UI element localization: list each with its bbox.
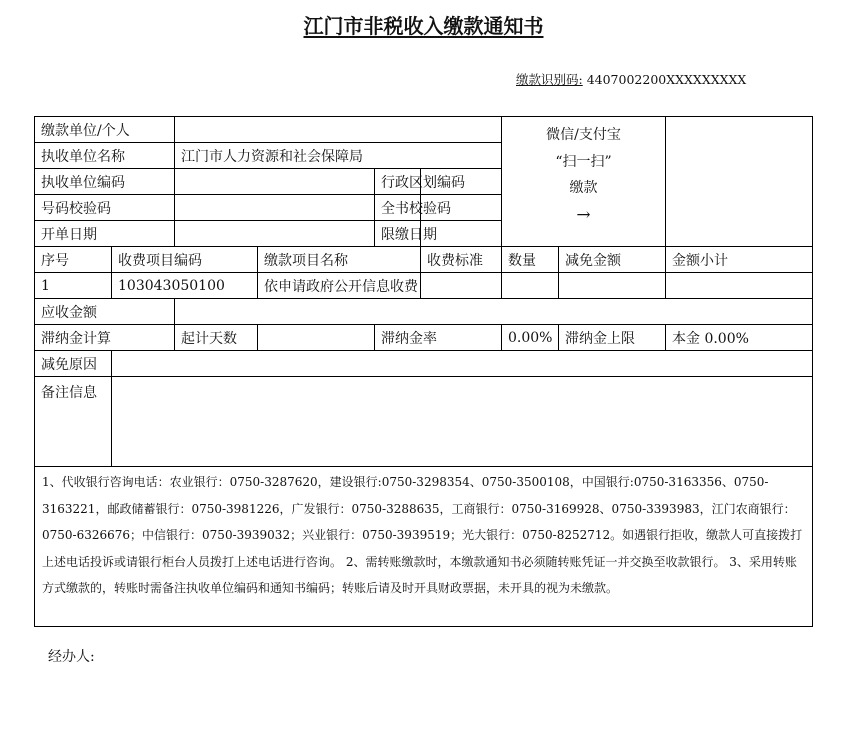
row-item-name: 依申请政府公开信息收费 bbox=[258, 273, 421, 299]
row-quantity bbox=[502, 273, 559, 299]
scan-line-1: 微信/支付宝 bbox=[546, 127, 621, 143]
items-header-row bbox=[35, 247, 813, 273]
collector-name-label: 执收单位名称 bbox=[35, 143, 175, 169]
issue-date-label: 开单日期 bbox=[35, 221, 175, 247]
payer-value bbox=[175, 117, 502, 143]
scan-line-2: “扫一扫” bbox=[555, 153, 612, 170]
payer-label: 缴款单位/个人 bbox=[35, 117, 175, 143]
handler-label: 经办人: bbox=[48, 649, 95, 665]
row-subtotal bbox=[666, 273, 813, 299]
reduction-reason-label: 减免原因 bbox=[35, 351, 112, 377]
header-item-code: 收费项目编码 bbox=[112, 247, 258, 273]
remarks-value bbox=[112, 377, 813, 467]
row-seq: 1 bbox=[35, 273, 112, 299]
header-item-name: 缴款项目名称 bbox=[258, 247, 421, 273]
start-days-value bbox=[258, 325, 375, 351]
header-seq: 序号 bbox=[35, 247, 112, 273]
late-fee-cap-label: 滞纳金上限 bbox=[559, 325, 666, 351]
header-reduction: 减免金额 bbox=[559, 247, 666, 273]
start-days-label: 起计天数 bbox=[175, 325, 258, 351]
number-check-label: 号码校验码 bbox=[35, 195, 175, 221]
receivable-label: 应收金额 bbox=[35, 299, 175, 325]
late-fee-calc-label: 滞纳金计算 bbox=[35, 325, 175, 351]
late-fee-rate-value: 0.00% bbox=[502, 325, 559, 351]
header-quantity: 数量 bbox=[502, 247, 559, 273]
receivable-value bbox=[175, 299, 813, 325]
header-standard: 收费标准 bbox=[421, 247, 502, 273]
late-fee-cap-value: 本金 0.00% bbox=[666, 325, 813, 351]
issue-date-value bbox=[175, 221, 375, 247]
table-row bbox=[35, 273, 813, 299]
payment-code-value: 4407002200XXXXXXXXX bbox=[586, 72, 747, 87]
payment-code-line bbox=[516, 70, 746, 88]
scan-to-pay-block bbox=[502, 117, 666, 247]
arrow-right-icon: → bbox=[576, 204, 591, 225]
number-check-value bbox=[175, 195, 375, 221]
notes-text: 1、代收银行咨询电话：农业银行：0750-3287620，建设银行:0750-3298354、0750-3500108，中国银行:0750-3163356、0750-3163221，邮政储蓄银行：0750-3981226，广发银行：0750-3288635，工商银行：0750-3169928、0750-3393983，江门农商银行：0750-6326676；中信银行：0750-3939032；兴业银行：0750-3939519；光大银行：0750-8252712。如遇银行拒收，缴款人可直接拨打上述电话投诉或请银行柜台人员拨打上述电话进行咨询。 2、需转账缴款时，本缴款通知书必须随转账凭证一并交换至收款银行。 3、采用转账方式缴款的，转账时需备注执收单位编码和通知书编码；转账后请及时开具财政票据，未开具的视为未缴款。 bbox=[35, 467, 813, 627]
header-subtotal: 金额小计 bbox=[666, 247, 813, 273]
payment-notice-table bbox=[34, 116, 813, 627]
doc-check-label: 全书校验码 bbox=[375, 195, 421, 221]
row-standard bbox=[421, 273, 502, 299]
region-code-label: 行政区划编码 bbox=[375, 169, 421, 195]
qr-code-area bbox=[666, 117, 813, 247]
late-fee-rate-label: 滞纳金率 bbox=[375, 325, 502, 351]
row-reduction bbox=[559, 273, 666, 299]
document-title: 江门市非税收入缴款通知书 bbox=[303, 14, 544, 38]
scan-line-3: 缴款 bbox=[569, 180, 598, 196]
collector-name-value: 江门市人力资源和社会保障局 bbox=[175, 143, 502, 169]
remarks-label: 备注信息 bbox=[35, 377, 112, 467]
deadline-label: 限缴日期 bbox=[375, 221, 421, 247]
collector-code-value bbox=[175, 169, 375, 195]
row-item-code: 103043050100 bbox=[112, 273, 258, 299]
payment-code-label: 缴款识别码: bbox=[516, 72, 583, 87]
reduction-reason-value bbox=[112, 351, 813, 377]
collector-code-label: 执收单位编码 bbox=[35, 169, 175, 195]
